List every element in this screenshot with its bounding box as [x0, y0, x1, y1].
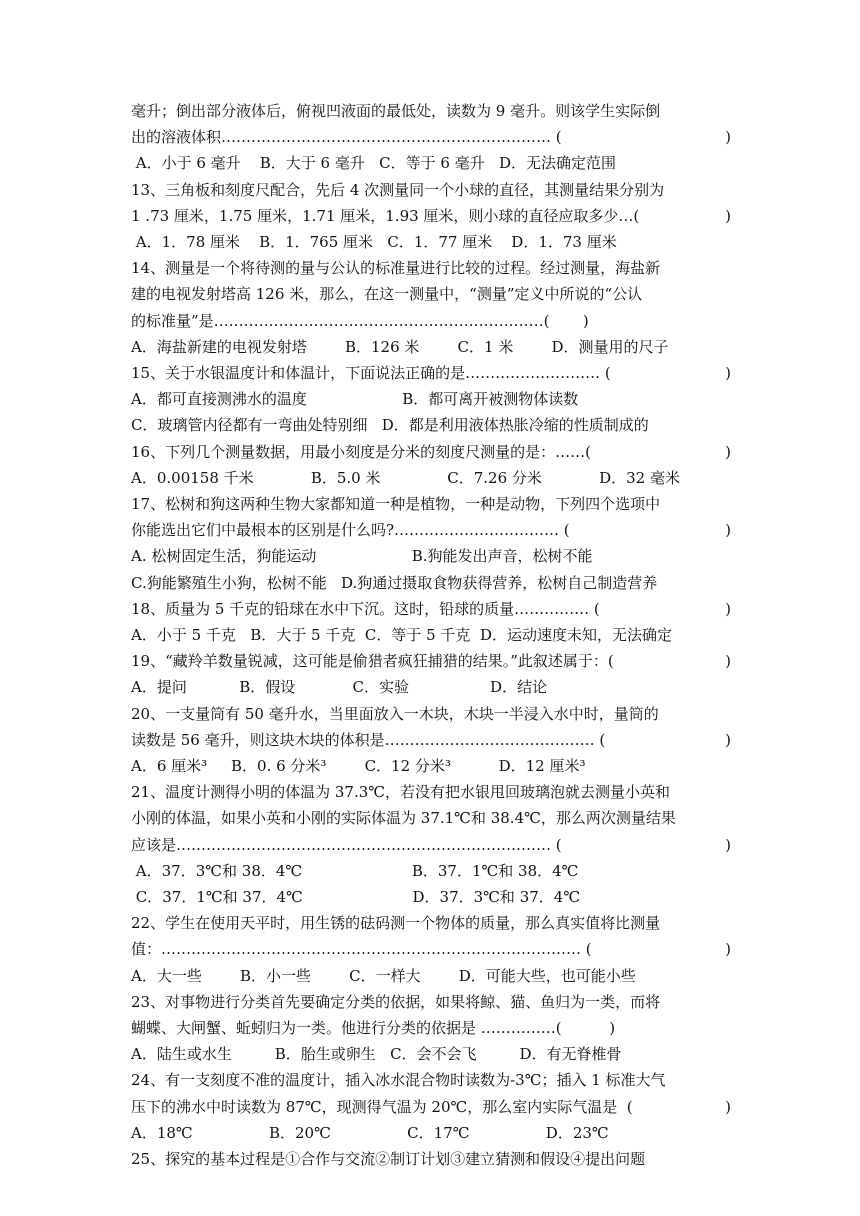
answer-paren: )	[725, 730, 731, 749]
line-text: A．小于 6 毫升 B．大于 6 毫升 C．等于 6 毫升 D．无法确定范围	[131, 154, 617, 173]
line-text: C．玻璃管内径都有一弯曲处特别细 D．都是利用液体热胀冷缩的性质制成的	[131, 416, 649, 435]
text-line	[131, 177, 731, 203]
text-line	[131, 491, 731, 517]
line-text: 14、测量是一个将待测的量与公认的标准量进行比较的过程。经过测量，海盐新	[131, 259, 661, 278]
line-text: 小刚的体温，如果小英和小刚的实际体温为 37.1℃和 38.4℃，那么两次测量结果	[131, 809, 676, 828]
text-line	[131, 910, 731, 936]
text-line	[131, 98, 731, 124]
text-line	[131, 360, 731, 386]
line-text: 建的电视发射塔高 126 米，那么，在这一测量中，“测量”定义中所说的“公认	[131, 285, 643, 304]
line-text: A．都可直接测沸水的温度 B．都可离开被测物体读数	[131, 390, 579, 409]
text-line	[131, 308, 731, 334]
line-text: 值：………………………………………………………………………… (	[131, 940, 592, 959]
line-text: 16、下列几个测量数据，用最小刻度是分米的刻度尺测量的是：……(	[131, 442, 591, 461]
line-text: A．1．78 厘米 B．1．765 厘米 C．1．77 厘米 D．1．73 厘米	[131, 233, 617, 251]
line-text: 17、松树和狗这两种生物大家都知道一种是植物，一种是动物，下列四个选项中	[131, 495, 661, 513]
text-line	[131, 439, 731, 465]
answer-paren: )	[725, 835, 731, 854]
text-line	[131, 1067, 731, 1093]
text-line	[131, 229, 731, 255]
text-line	[131, 124, 731, 150]
text-line	[131, 779, 731, 805]
text-line	[131, 1041, 731, 1067]
line-text: 读数是 56 毫升，则这块木块的体积是…………………………………… (	[131, 730, 606, 749]
answer-paren: )	[725, 128, 731, 147]
line-text: A．陆生或水生 B．胎生或卵生 C．会不会飞 D．有无脊椎骨	[131, 1045, 622, 1064]
line-text: A．海盐新建的电视发射塔 B．126 米 C．1 米 D．测量用的尺子	[131, 337, 669, 356]
line-text: 18、质量为 5 千克的铅球在水中下沉。这时，铅球的质量…………… (	[131, 599, 600, 618]
text-line	[131, 936, 731, 962]
line-text: 毫升；倒出部分液体后，俯视凹液面的最低处，读数为 9 毫升。则该学生实际倒	[131, 102, 661, 120]
text-line	[131, 701, 731, 727]
text-line	[131, 203, 731, 229]
answer-paren: )	[725, 442, 731, 461]
line-text: 21、温度计测得小明的体温为 37.3℃，若没有把水银甩回玻璃泡就去测量小英和	[131, 783, 671, 802]
text-line	[131, 648, 731, 674]
line-text: 蝴蝶、大闸蟹、蚯蚓归为一类。他进行分类的依据是 ……………( )	[131, 1019, 616, 1037]
line-text: C.狗能繁殖生小狗，松树不能 D.狗通过摄取食物获得营养，松树自己制造营养	[131, 573, 658, 592]
answer-paren: )	[725, 652, 731, 671]
answer-paren: )	[725, 521, 731, 540]
text-line	[131, 1015, 731, 1041]
answer-paren: )	[725, 1097, 731, 1116]
text-line	[131, 858, 731, 884]
text-line	[131, 1120, 731, 1146]
line-text: 你能选出它们中最根本的区别是什么吗?…………………………… (	[131, 521, 570, 540]
text-line	[131, 1146, 731, 1172]
line-text: C．37．1℃和 37．4℃ D．37．3℃和 37．4℃	[131, 888, 581, 906]
answer-paren: )	[725, 599, 731, 618]
line-text: 22、学生在使用天平时，用生锈的砝码测一个物体的质量，那么真实值将比测量	[131, 914, 661, 933]
answer-paren: )	[725, 364, 731, 382]
text-line	[131, 989, 731, 1015]
line-text: A．大一些 B．小一些 C．一样大 D．可能大些，也可能小些	[131, 966, 636, 985]
line-text: 24、有一支刻度不准的温度计，插入冰水混合物时读数为-3℃；插入 1 标准大气	[131, 1071, 666, 1090]
text-line	[131, 674, 731, 700]
text-line	[131, 517, 731, 543]
line-text: 1 .73 厘米，1.75 厘米，1.71 厘米，1.93 厘米，则小球的直径应取多少…(	[131, 206, 640, 225]
line-text: 应该是………………………………………………………………… (	[131, 835, 562, 854]
line-text: A．18℃ B．20℃ C．17℃ D．23℃	[131, 1123, 609, 1142]
line-text: 20、一支量筒有 50 毫升水，当里面放入一木块，木块一半浸入水中时，量筒的	[131, 704, 659, 723]
text-line	[131, 465, 731, 491]
line-text: 19、“藏羚羊数量锐减，这可能是偷猎者疯狂捕猎的结果。”此叙述属于：(	[131, 652, 614, 671]
text-line	[131, 334, 731, 360]
line-text: 出的溶液体积………………………………………………………… (	[131, 128, 562, 147]
text-line	[131, 1094, 731, 1120]
text-line	[131, 386, 731, 412]
text-line	[131, 727, 731, 753]
line-text: A．提问 B．假设 C．实验 D．结论	[131, 678, 548, 697]
text-line	[131, 832, 731, 858]
text-line	[131, 596, 731, 622]
text-line	[131, 622, 731, 648]
line-text: 13、三角板和刻度尺配合，先后 4 次测量同一个小球的直径，其测量结果分别为	[131, 180, 665, 199]
text-line	[131, 412, 731, 438]
line-text: A. 松树固定生活，狗能运动 B.狗能发出声音，松树不能	[131, 547, 593, 566]
text-line	[131, 255, 731, 281]
line-text: 压下的沸水中时读数为 87℃，现测得气温为 20℃，那么室内实际气温是 (	[131, 1097, 633, 1116]
text-line	[131, 150, 731, 176]
text-line	[131, 805, 731, 831]
text-line	[131, 570, 731, 596]
text-line	[131, 963, 731, 989]
line-text: 25、探究的基本过程是①合作与交流②制订计划③建立猜测和假设④提出问题	[131, 1150, 646, 1168]
line-text: A．0.00158 千米 B．5.0 米 C．7.26 分米 D．32 毫米	[131, 468, 680, 487]
line-text: A．小于 5 千克 B．大于 5 千克 C．等于 5 千克 D．运动速度未知，无法确定	[131, 626, 672, 644]
line-text: A．37．3℃和 38．4℃ B．37．1℃和 38．4℃	[131, 861, 579, 880]
line-text: 23、对事物进行分类首先要确定分类的依据，如果将鲸、猫、鱼归为一类，而将	[131, 992, 661, 1011]
line-text: 15、关于水银温度计和体温计，下面说法正确的是……………………… (	[131, 364, 611, 382]
text-line	[131, 543, 731, 569]
answer-paren: )	[725, 206, 731, 225]
line-text: A．6 厘米³ B．0. 6 分米³ C．12 分米³ D．12 厘米³	[131, 757, 586, 775]
line-text: 的标准量”是…………………………………………………………( )	[131, 311, 589, 330]
text-line	[131, 281, 731, 307]
answer-paren: )	[725, 940, 731, 959]
text-line	[131, 884, 731, 910]
text-line	[131, 753, 731, 779]
